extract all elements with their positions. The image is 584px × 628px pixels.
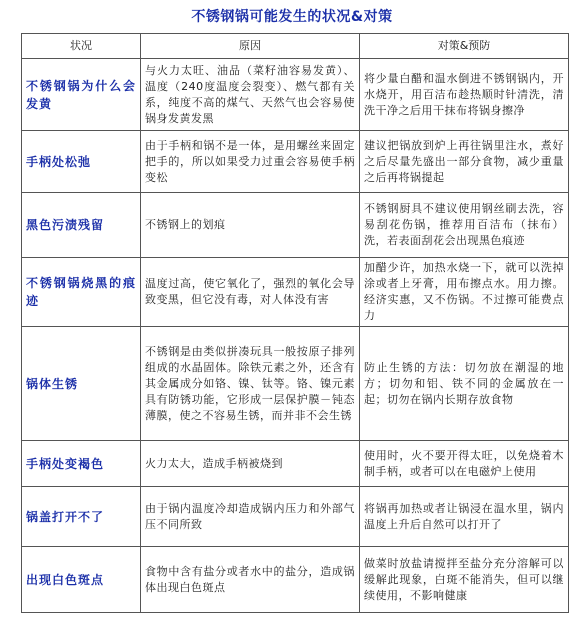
row-status: 不锈钢锅烧黑的痕迹 <box>22 258 141 327</box>
row-measure: 加醋少许，加热水烧一下，就可以洗掉涂或者上牙膏，用布擦点水。用力擦。经济实惠，又不伤锅。不过擦可能费点力 <box>360 258 569 327</box>
row-reason: 食物中含有盐分或者水中的盐分，造成锅体出现白色斑点 <box>141 547 360 613</box>
table-row <box>22 258 569 327</box>
row-reason: 不锈钢上的划痕 <box>141 193 360 258</box>
row-reason: 火力太大，造成手柄被烧到 <box>141 441 360 487</box>
row-measure: 将锅再加热或者让锅浸在温水里，锅内温度上升后自然可以打开了 <box>360 487 569 547</box>
row-measure: 使用时，火不要开得太旺，以免烧着木制手柄，或者可以在电磁炉上使用 <box>360 441 569 487</box>
row-status: 出现白色斑点 <box>22 547 141 613</box>
row-status: 锅体生锈 <box>22 327 141 441</box>
page-title: 不锈钢锅可能发生的状况&对策 <box>191 9 393 25</box>
table-header-row <box>22 34 569 59</box>
table-row <box>22 193 569 258</box>
row-status: 锅盖打开不了 <box>22 487 141 547</box>
row-reason: 与火力太旺、油品（菜籽油容易发黄）、温度（240度温度会裂变）、燃气都有关系，纯度不高的煤气、天然气也会容易使锅身发黄发黑 <box>141 59 360 131</box>
table-row <box>22 327 569 441</box>
table-row <box>22 131 569 193</box>
row-status: 不锈钢锅为什么会发黄 <box>22 59 141 131</box>
table-row <box>22 547 569 613</box>
row-measure: 不锈钢厨具不建议使用钢丝刷去洗，容易刮花伤锅，推荐用百洁布（抹布）洗，若表面刮花会出现黑色痕迹 <box>360 193 569 258</box>
table-row <box>22 59 569 131</box>
row-measure: 做菜时放盐请搅拌至盐分充分溶解可以缓解此现象，白斑不能消失，但可以继续使用，不影响健康 <box>360 547 569 613</box>
header-status: 状况 <box>22 34 141 59</box>
row-status: 黑色污渍残留 <box>22 193 141 258</box>
table-row <box>22 441 569 487</box>
row-reason: 由于手柄和锅不是一体，是用螺丝来固定把手的，所以如果受力过重会容易使手柄变松 <box>141 131 360 193</box>
row-status: 手柄处变褐色 <box>22 441 141 487</box>
header-reason: 原因 <box>141 34 360 59</box>
row-reason: 由于锅内温度冷却造成锅内压力和外部气压不同所致 <box>141 487 360 547</box>
pot-issues-table <box>21 33 569 613</box>
row-measure: 建议把锅放到炉上再往锅里注水，煮好之后尽量先盛出一部分食物，减少重量之后再将锅提起 <box>360 131 569 193</box>
row-reason: 不锈钢是由类似拼凑玩具一般按原子排列组成的水晶固体。除铁元素之外，还含有其金属成分如铬、镍、钛等。铬、镍元素具有防锈功能，它形成一层保护膜－钝态薄膜，使之不容易生锈，而并非不会生锈 <box>141 327 360 441</box>
row-reason: 温度过高，使它氧化了，强烈的氧化会导致变黑，但它没有毒，对人体没有害 <box>141 258 360 327</box>
table-row <box>22 487 569 547</box>
row-status: 手柄处松弛 <box>22 131 141 193</box>
row-measure: 将少量白醋和温水倒进不锈钢锅内，开水烧开，用百洁布趁热顺时针清洗，清洗干净之后用干抹布将锅身擦净 <box>360 59 569 131</box>
header-measure: 对策&预防 <box>360 34 569 59</box>
row-measure: 防止生锈的方法：切勿放在潮湿的地方；切勿和铝、铁不同的金属放在一起；切勿在锅内长期存放食物 <box>360 327 569 441</box>
